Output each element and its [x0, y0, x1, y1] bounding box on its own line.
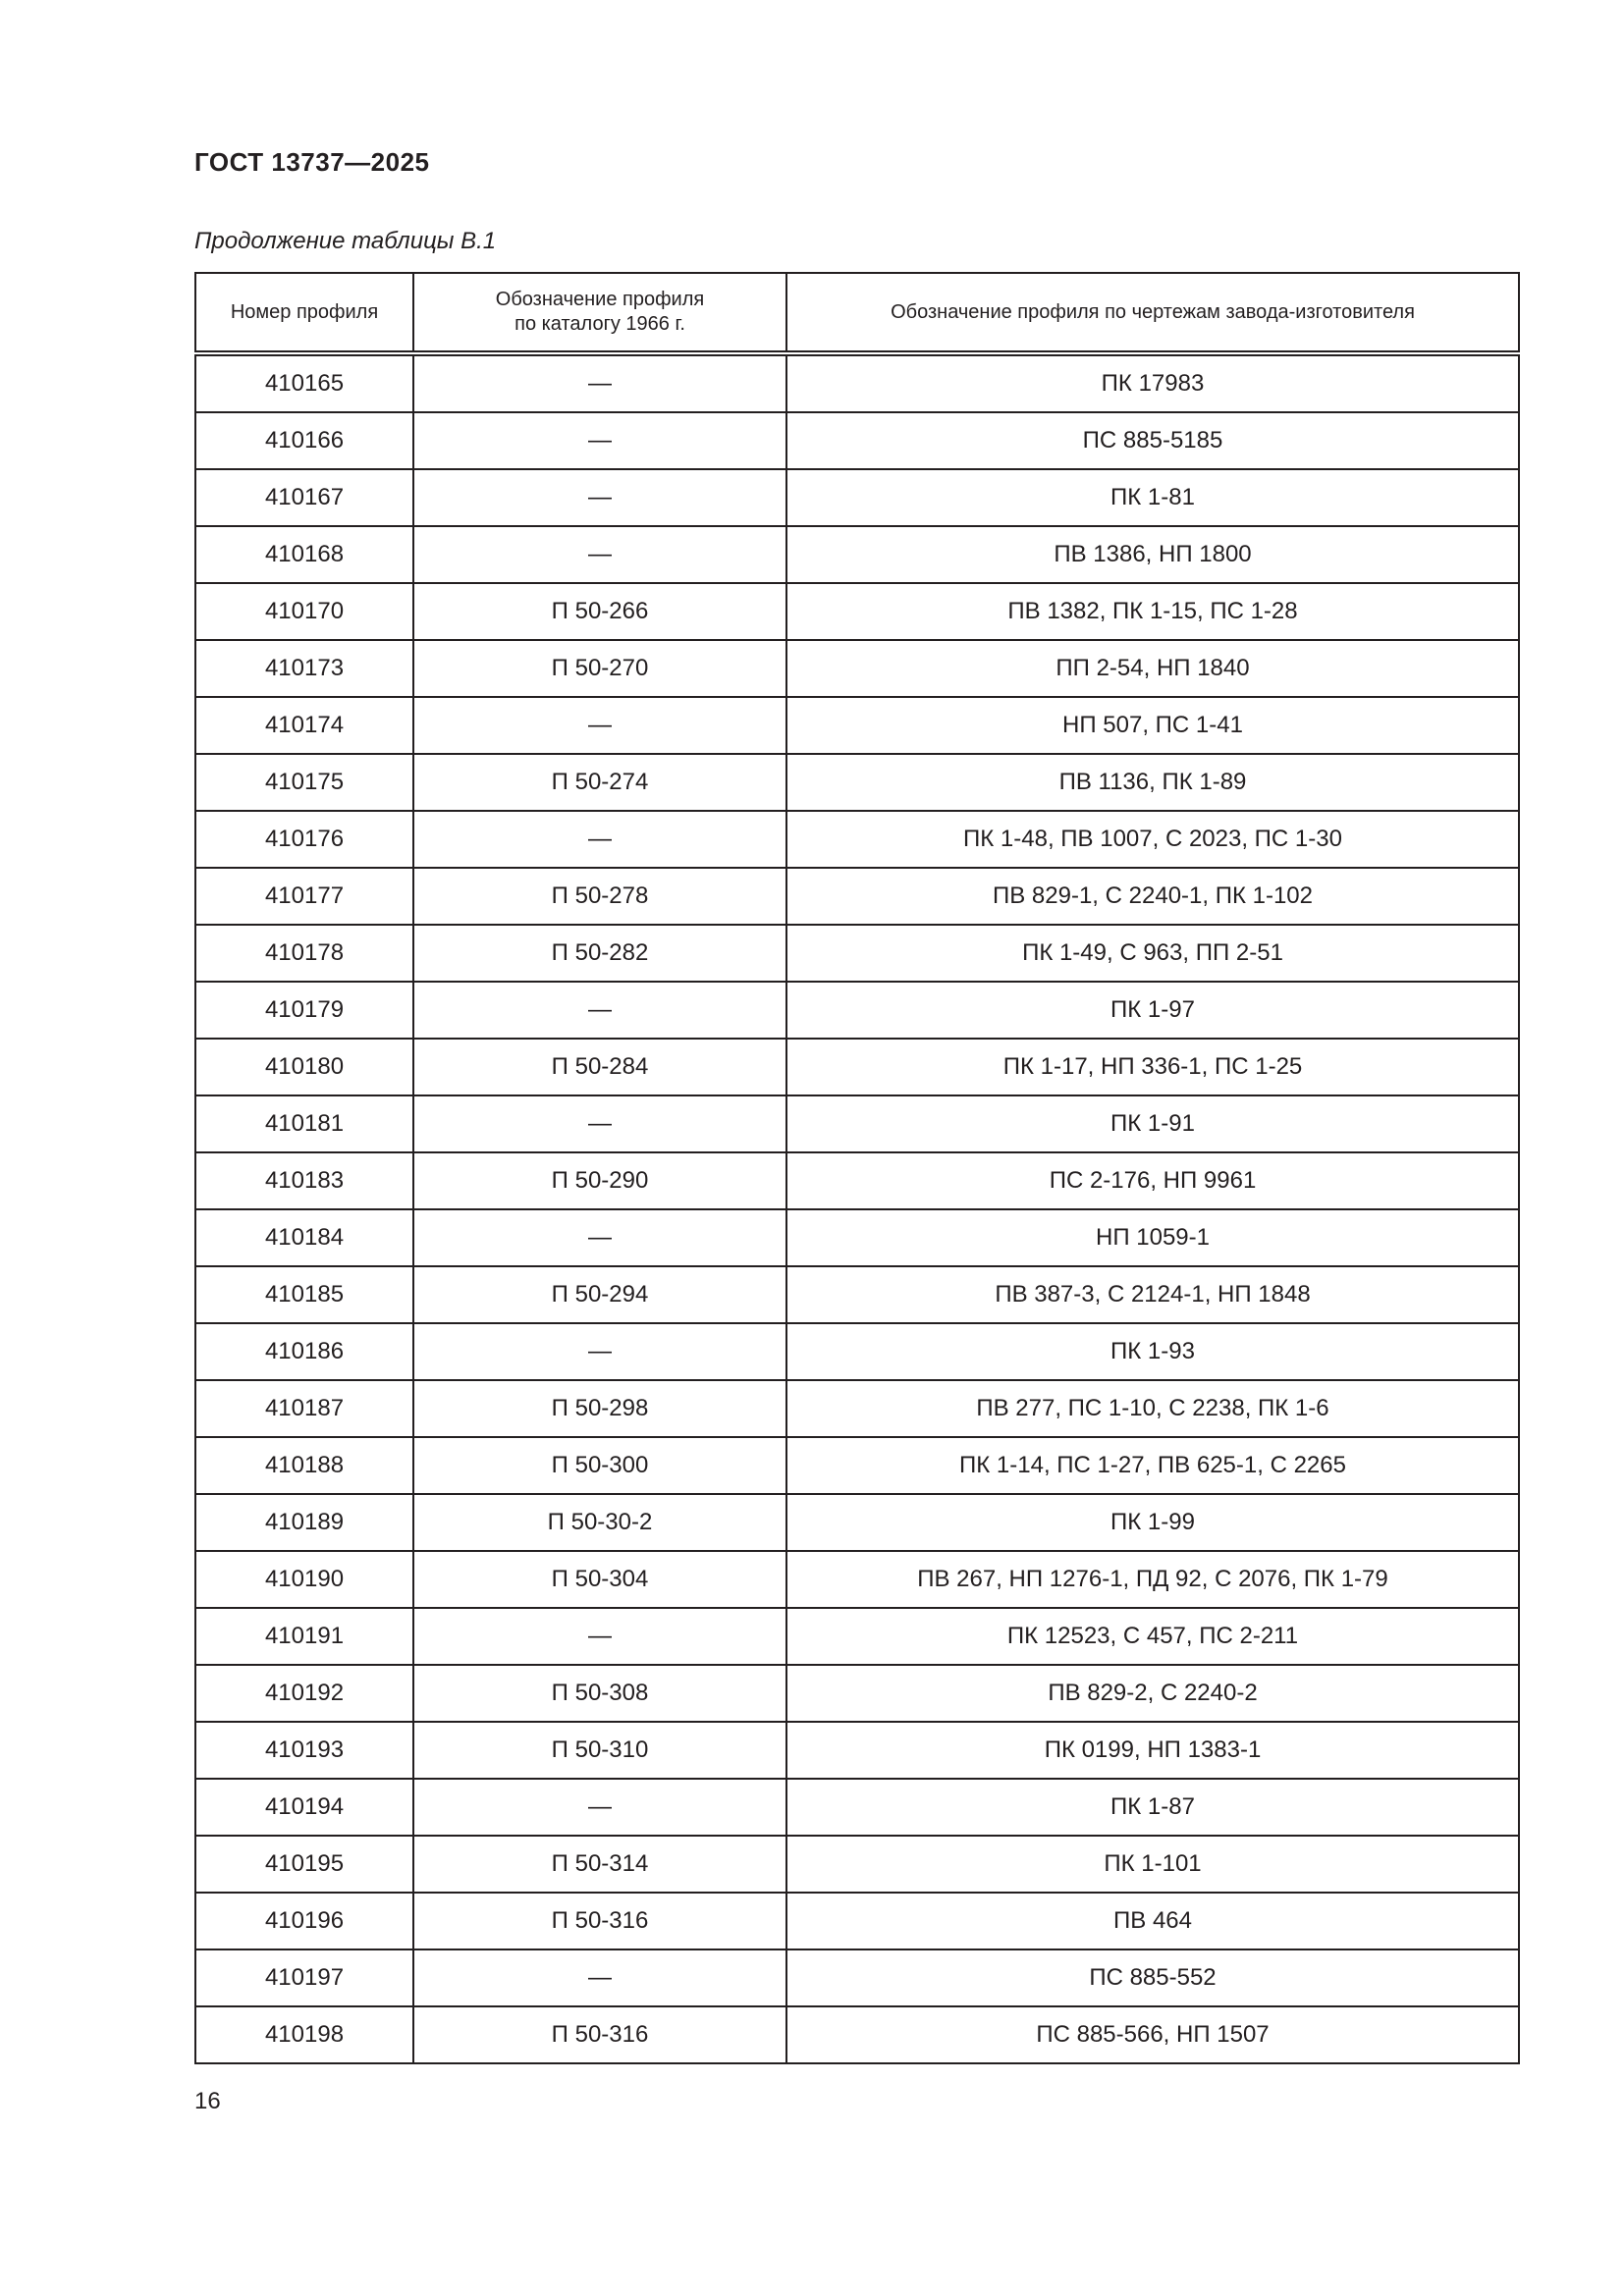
cell-factory-drawing: ПК 1-48, ПВ 1007, С 2023, ПС 1-30	[786, 811, 1519, 868]
cell-catalog-1966: П 50-266	[413, 583, 786, 640]
cell-catalog-1966: П 50-316	[413, 2006, 786, 2063]
table-body	[195, 353, 1519, 2063]
cell-profile-number: 410195	[195, 1836, 413, 1893]
cell-profile-number: 410188	[195, 1437, 413, 1494]
cell-factory-drawing: ПК 1-93	[786, 1323, 1519, 1380]
cell-profile-number: 410190	[195, 1551, 413, 1608]
cell-profile-number: 410191	[195, 1608, 413, 1665]
cell-catalog-1966: —	[413, 1779, 786, 1836]
cell-catalog-1966: —	[413, 811, 786, 868]
cell-profile-number: 410180	[195, 1039, 413, 1095]
table-row	[195, 925, 1519, 982]
cell-catalog-1966: П 50-316	[413, 1893, 786, 1949]
table-row	[195, 526, 1519, 583]
cell-factory-drawing: НП 507, ПС 1-41	[786, 697, 1519, 754]
table-row	[195, 469, 1519, 526]
table-row	[195, 1437, 1519, 1494]
cell-catalog-1966: —	[413, 1209, 786, 1266]
cell-profile-number: 410187	[195, 1380, 413, 1437]
cell-profile-number: 410181	[195, 1095, 413, 1152]
cell-catalog-1966: —	[413, 1323, 786, 1380]
cell-catalog-1966: —	[413, 353, 786, 412]
cell-profile-number: 410178	[195, 925, 413, 982]
table-caption: Продолжение таблицы В.1	[194, 228, 497, 254]
cell-catalog-1966: П 50-294	[413, 1266, 786, 1323]
cell-catalog-1966: П 50-274	[413, 754, 786, 811]
cell-catalog-1966: П 50-282	[413, 925, 786, 982]
table-row	[195, 353, 1519, 412]
table-row	[195, 697, 1519, 754]
cell-factory-drawing: ПП 2-54, НП 1840	[786, 640, 1519, 697]
cell-factory-drawing: ПК 1-17, НП 336-1, ПС 1-25	[786, 1039, 1519, 1095]
table-container	[194, 272, 1518, 2064]
cell-factory-drawing: ПС 885-552	[786, 1949, 1519, 2006]
table-row	[195, 1551, 1519, 1608]
cell-catalog-1966: —	[413, 412, 786, 469]
cell-factory-drawing: ПК 17983	[786, 353, 1519, 412]
cell-factory-drawing: ПС 2-176, НП 9961	[786, 1152, 1519, 1209]
table-row	[195, 1380, 1519, 1437]
table-row	[195, 2006, 1519, 2063]
cell-profile-number: 410165	[195, 353, 413, 412]
table-row	[195, 1323, 1519, 1380]
cell-factory-drawing: ПК 1-14, ПС 1-27, ПВ 625-1, С 2265	[786, 1437, 1519, 1494]
cell-profile-number: 410194	[195, 1779, 413, 1836]
cell-profile-number: 410184	[195, 1209, 413, 1266]
cell-profile-number: 410167	[195, 469, 413, 526]
table-row	[195, 1836, 1519, 1893]
cell-factory-drawing: ПВ 829-1, С 2240-1, ПК 1-102	[786, 868, 1519, 925]
cell-factory-drawing: ПВ 1386, НП 1800	[786, 526, 1519, 583]
cell-profile-number: 410189	[195, 1494, 413, 1551]
cell-profile-number: 410175	[195, 754, 413, 811]
cell-factory-drawing: ПК 1-49, С 963, ПП 2-51	[786, 925, 1519, 982]
cell-profile-number: 410173	[195, 640, 413, 697]
cell-factory-drawing: ПВ 1136, ПК 1-89	[786, 754, 1519, 811]
cell-factory-drawing: ПВ 829-2, С 2240-2	[786, 1665, 1519, 1722]
cell-catalog-1966: —	[413, 1095, 786, 1152]
cell-catalog-1966: П 50-300	[413, 1437, 786, 1494]
cell-factory-drawing: ПК 1-87	[786, 1779, 1519, 1836]
cell-profile-number: 410179	[195, 982, 413, 1039]
table-row	[195, 1039, 1519, 1095]
cell-factory-drawing: ПВ 267, НП 1276-1, ПД 92, С 2076, ПК 1-79	[786, 1551, 1519, 1608]
cell-catalog-1966: П 50-290	[413, 1152, 786, 1209]
table-row	[195, 412, 1519, 469]
cell-catalog-1966: П 50-298	[413, 1380, 786, 1437]
cell-catalog-1966: —	[413, 1949, 786, 2006]
table-row	[195, 1949, 1519, 2006]
cell-catalog-1966: П 50-310	[413, 1722, 786, 1779]
table-row	[195, 1722, 1519, 1779]
cell-profile-number: 410193	[195, 1722, 413, 1779]
table-row	[195, 1665, 1519, 1722]
table-row	[195, 1779, 1519, 1836]
cell-profile-number: 410176	[195, 811, 413, 868]
header-factory-drawings: Обозначение профиля по чертежам завода-изготовителя	[786, 273, 1519, 353]
cell-catalog-1966: П 50-30-2	[413, 1494, 786, 1551]
cell-profile-number: 410185	[195, 1266, 413, 1323]
table-row	[195, 1893, 1519, 1949]
cell-factory-drawing: ПВ 277, ПС 1-10, С 2238, ПК 1-6	[786, 1380, 1519, 1437]
cell-factory-drawing: ПК 1-91	[786, 1095, 1519, 1152]
table-row	[195, 868, 1519, 925]
cell-factory-drawing: ПК 1-99	[786, 1494, 1519, 1551]
cell-profile-number: 410196	[195, 1893, 413, 1949]
cell-factory-drawing: ПВ 1382, ПК 1-15, ПС 1-28	[786, 583, 1519, 640]
cell-factory-drawing: ПК 12523, С 457, ПС 2-211	[786, 1608, 1519, 1665]
cell-catalog-1966: П 50-314	[413, 1836, 786, 1893]
cell-catalog-1966: П 50-304	[413, 1551, 786, 1608]
header-row	[195, 273, 1519, 353]
cell-catalog-1966: —	[413, 469, 786, 526]
cell-profile-number: 410177	[195, 868, 413, 925]
page-number: 16	[194, 2088, 221, 2114]
cell-factory-drawing: ПК 1-81	[786, 469, 1519, 526]
cell-catalog-1966: —	[413, 526, 786, 583]
cell-profile-number: 410170	[195, 583, 413, 640]
cell-factory-drawing: ПК 1-101	[786, 1836, 1519, 1893]
table-row	[195, 1152, 1519, 1209]
profiles-table	[194, 272, 1520, 2064]
table-row	[195, 640, 1519, 697]
cell-factory-drawing: ПК 1-97	[786, 982, 1519, 1039]
cell-factory-drawing: ПС 885-5185	[786, 412, 1519, 469]
header-catalog-1966-line2: по каталогу 1966 г.	[514, 313, 685, 335]
table-row	[195, 1209, 1519, 1266]
table-row	[195, 811, 1519, 868]
cell-factory-drawing: ПК 0199, НП 1383-1	[786, 1722, 1519, 1779]
cell-profile-number: 410192	[195, 1665, 413, 1722]
cell-factory-drawing: ПВ 464	[786, 1893, 1519, 1949]
table-row	[195, 754, 1519, 811]
table-row	[195, 1095, 1519, 1152]
table-header	[195, 273, 1519, 353]
cell-catalog-1966: П 50-284	[413, 1039, 786, 1095]
header-profile-number: Номер профиля	[195, 273, 413, 353]
cell-catalog-1966: —	[413, 697, 786, 754]
cell-factory-drawing: ПС 885-566, НП 1507	[786, 2006, 1519, 2063]
cell-profile-number: 410197	[195, 1949, 413, 2006]
table-row	[195, 583, 1519, 640]
cell-catalog-1966: —	[413, 1608, 786, 1665]
header-catalog-1966	[413, 273, 786, 353]
cell-profile-number: 410166	[195, 412, 413, 469]
table-row	[195, 982, 1519, 1039]
cell-profile-number: 410168	[195, 526, 413, 583]
table-row	[195, 1608, 1519, 1665]
cell-catalog-1966: П 50-308	[413, 1665, 786, 1722]
table-row	[195, 1494, 1519, 1551]
header-catalog-1966-line1: Обозначение профиля	[495, 289, 705, 310]
document-header: ГОСТ 13737—2025	[194, 147, 430, 177]
cell-profile-number: 410186	[195, 1323, 413, 1380]
cell-factory-drawing: ПВ 387-3, С 2124-1, НП 1848	[786, 1266, 1519, 1323]
cell-profile-number: 410183	[195, 1152, 413, 1209]
cell-factory-drawing: НП 1059-1	[786, 1209, 1519, 1266]
cell-profile-number: 410174	[195, 697, 413, 754]
cell-catalog-1966: П 50-270	[413, 640, 786, 697]
cell-catalog-1966: —	[413, 982, 786, 1039]
cell-profile-number: 410198	[195, 2006, 413, 2063]
cell-catalog-1966: П 50-278	[413, 868, 786, 925]
table-row	[195, 1266, 1519, 1323]
